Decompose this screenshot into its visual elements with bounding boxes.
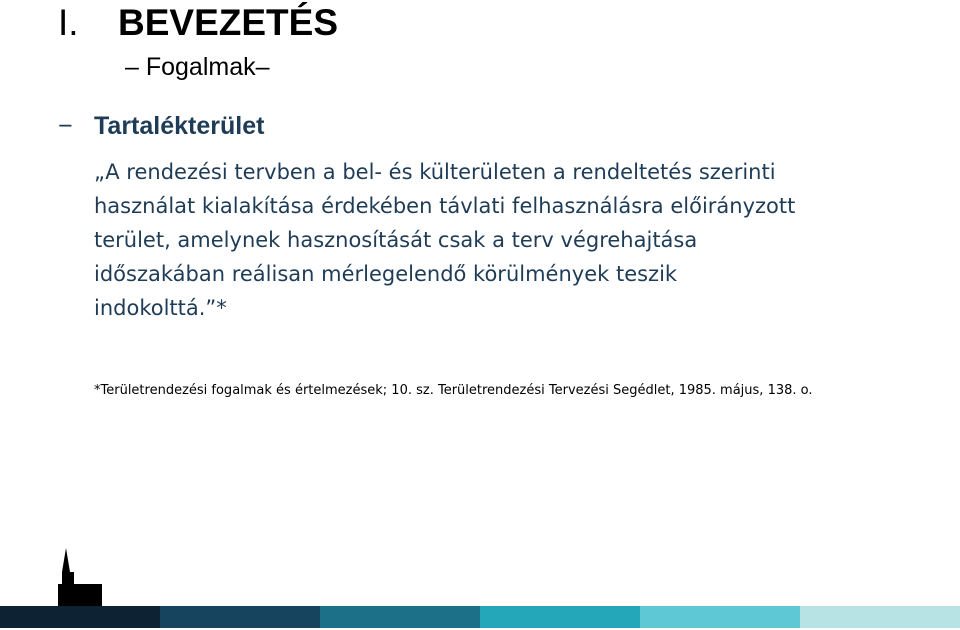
footer-bar-segment [800, 606, 960, 628]
quote-line: „A rendezési tervben a bel- és külterületen a rendeltetés szerinti [94, 160, 776, 184]
quote-line: használat kialakítása érdekében távlati felhasználásra előirányzott [94, 194, 796, 218]
slide-subtitle: – Fogalmak– [125, 53, 270, 81]
quote-line: időszakában reálisan mérlegelendő körülmények teszik [94, 262, 678, 286]
church-tower-logo-icon [56, 548, 104, 608]
footer-bar-segment [320, 606, 480, 628]
quote-line: indokolttá.”* [94, 296, 227, 320]
footer-bar-segment [640, 606, 800, 628]
quote-line: terület, amelynek hasznosítását csak a terv végrehajtása [94, 228, 698, 252]
footnote: *Területrendezési fogalmak és értelmezések; 10. sz. Területrendezési Tervezési Segédlet, 1985. május, 138. o. [94, 383, 813, 398]
definition-quote [94, 155, 924, 325]
bullet-heading-label: Tartalékterület [94, 112, 265, 140]
slide-title [58, 2, 338, 44]
bullet-heading [58, 111, 264, 141]
footer-bar-segment [480, 606, 640, 628]
footer-bar-segment [0, 606, 160, 628]
bullet-dash: − [58, 112, 73, 140]
title-number: I. [58, 2, 79, 43]
footer-bar-segment [160, 606, 320, 628]
title-text: BEVEZETÉS [118, 2, 338, 43]
footer-color-bar [0, 606, 960, 628]
